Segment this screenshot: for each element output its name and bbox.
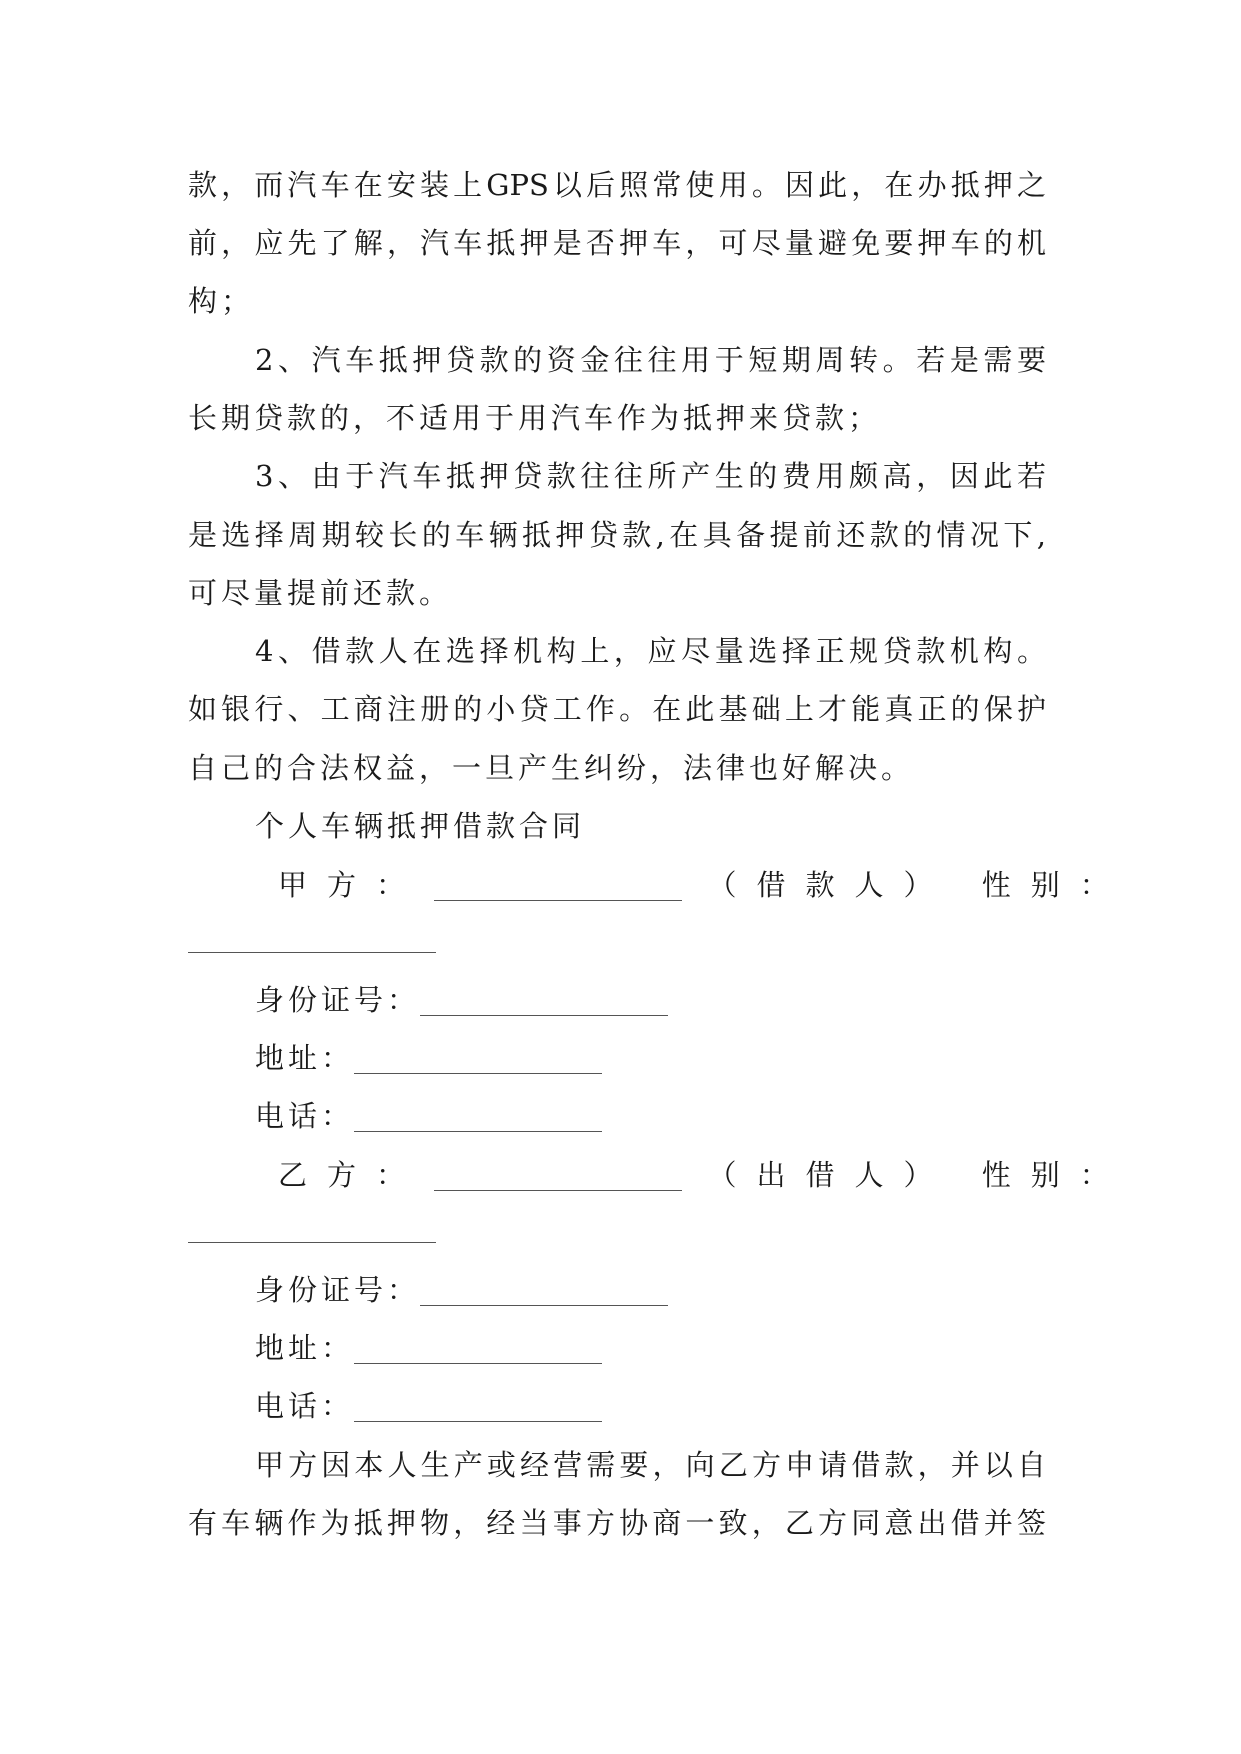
id-label: 身份证号：: [255, 983, 421, 1017]
party-b-gender-label: 性别：: [981, 1158, 1129, 1192]
paragraph-line: 构；: [188, 284, 255, 318]
address-label: 地址：: [255, 1331, 355, 1365]
paragraph-line: 4、借款人在选择机构上，应尽量选择正规贷款机构。: [255, 634, 1046, 668]
paragraph-line: 可尽量提前还款。: [188, 576, 453, 610]
paragraph-line: 甲方因本人生产或经营需要，向乙方申请借款，并以自: [255, 1448, 1046, 1482]
id-blank[interactable]: [420, 1275, 668, 1306]
party-b-phone-row: [255, 1386, 1046, 1426]
paragraph-line: 3、由于汽车抵押贷款往往所产生的费用颇高，因此若: [255, 459, 1046, 493]
paragraph-line: 自己的合法权益，一旦产生纠纷，法律也好解决。: [188, 751, 915, 785]
paragraph-line: 如银行、工商注册的小贷工作。在此基础上才能真正的保护: [188, 692, 1046, 726]
party-b-name-blank[interactable]: [434, 1160, 682, 1191]
party-a-name-blank[interactable]: [434, 870, 682, 901]
phone-blank[interactable]: [354, 1101, 602, 1132]
phone-label: 电话：: [255, 1389, 355, 1423]
party-a-label: 甲方：: [278, 868, 426, 902]
paragraph-line: 款，而汽车在安装上GPS以后照常使用。因此，在办抵押之: [188, 168, 1046, 202]
party-a-role: （借款人）: [707, 868, 953, 902]
phone-blank[interactable]: [354, 1391, 602, 1422]
party-b-id-row: [255, 1270, 1046, 1310]
address-label: 地址：: [255, 1041, 355, 1075]
party-a-address-row: [255, 1038, 1046, 1078]
paragraph-line: 2、汽车抵押贷款的资金往往用于短期周转。若是需要: [255, 343, 1046, 377]
party-a-phone-row: [255, 1096, 1046, 1136]
party-a-gender-blank[interactable]: [188, 952, 436, 953]
phone-label: 电话：: [255, 1099, 355, 1133]
id-blank[interactable]: [420, 985, 668, 1016]
address-blank[interactable]: [354, 1333, 602, 1364]
paragraph-line: 前，应先了解，汽车抵押是否押车，可尽量避免要押车的机: [188, 226, 1046, 260]
party-a-id-row: [255, 980, 1046, 1020]
party-a-row: [278, 865, 1129, 905]
party-b-label: 乙方：: [278, 1158, 426, 1192]
party-b-gender-blank[interactable]: [188, 1242, 436, 1243]
party-b-role: （出借人）: [707, 1158, 953, 1192]
paragraph-line: 长期贷款的，不适用于用汽车作为抵押来贷款；: [188, 401, 882, 435]
party-b-row: [278, 1155, 1129, 1195]
paragraph-line: 是选择周期较长的车辆抵押贷款,在具备提前还款的情况下,: [188, 518, 1046, 552]
id-label: 身份证号：: [255, 1273, 421, 1307]
address-blank[interactable]: [354, 1043, 602, 1074]
party-a-gender-label: 性别：: [981, 868, 1129, 902]
paragraph-line: 有车辆作为抵押物，经当事方协商一致，乙方同意出借并签: [188, 1506, 1046, 1540]
party-b-address-row: [255, 1328, 1046, 1368]
contract-title: 个人车辆抵押借款合同: [255, 809, 586, 843]
